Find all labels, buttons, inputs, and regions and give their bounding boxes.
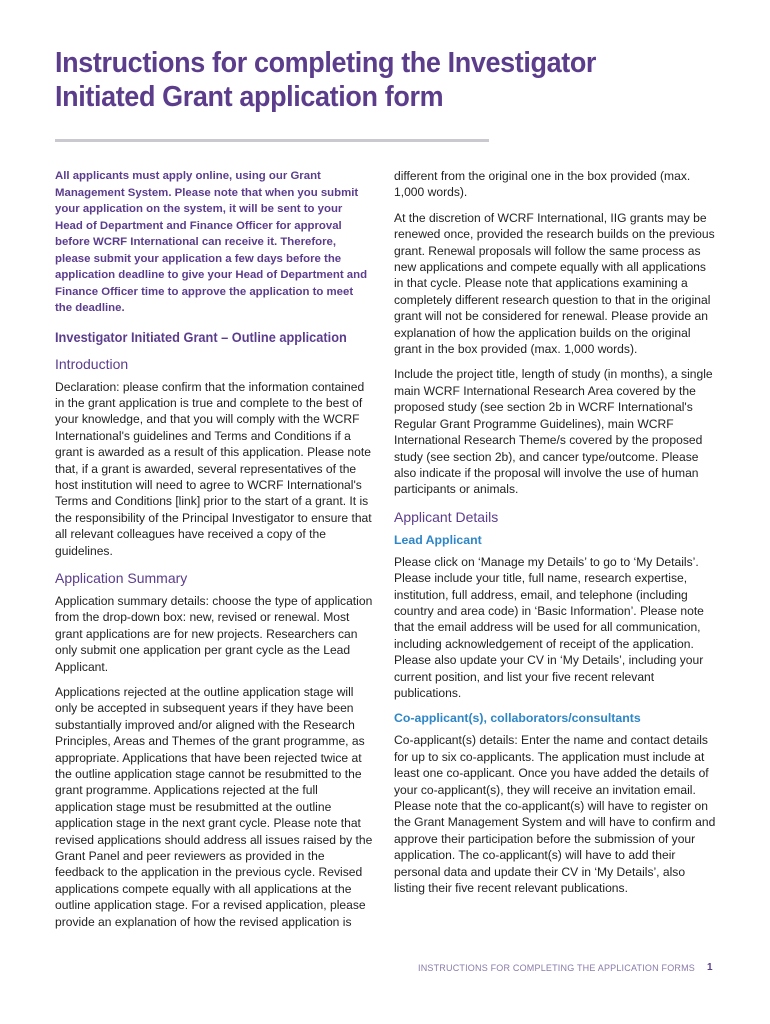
application-summary-paragraph-1: Application summary details: choose the type of application from the drop-down box: new, revised or renewal. Most grant applications are for new projects. Researchers can only submit one application per grant cycle as the Lead Applicant. [55, 593, 373, 674]
intro-paragraph [55, 168, 373, 317]
left-column [55, 168, 373, 939]
co-applicants-heading: Co-applicant(s), collaborators/consultants [394, 711, 641, 726]
introduction-heading: Introduction [55, 355, 129, 372]
application-summary-paragraph-4: Include the project title, length of study (in months), a single main WCRF International Research Area covered by the proposed study (see section 2b in WCRF International's Regular Grant Programme Guidelines), main WCRF International Research Theme/s covered by the proposed study (see section 2b), and cancer type/outcome. Please also indicate if the proposal will involve the use of human participants or animals. [394, 367, 713, 497]
application-summary-heading: Application Summary [55, 569, 188, 586]
application-summary-paragraph-2-continued: different from the original one in the box provided (max. 1,000 words). [394, 169, 691, 200]
right-column [394, 168, 716, 905]
intro-text-2: . Please note that when you submit your application on the system, it will be sent to your Head of Department and Finance Officer for approval before WCRF International can receive it. Therefore, [55, 186, 359, 248]
intro-text-3: to give your Head of Department and Finance Officer time to approve the application to meet the deadline. [55, 269, 368, 314]
application-summary-paragraph-3: At the discretion of WCRF International, IIG grants may be renewed once, provided the research builds on the previous grant. Renewal proposals will follow the same process as new applications and compete equally with all applications in that cycle. Please note that applications examining a completely different research question to that in the original grant will not be considered for renewal. Please provide an explanation of how the application builds on the original grant in the box provided (max. 1,000 words). [394, 210, 715, 357]
outline-application-heading: Investigator Initiated Grant – Outline application [55, 329, 347, 345]
intro-text-1: All applicants must apply online, using our [55, 170, 291, 182]
lead-applicant-heading: Lead Applicant [394, 532, 482, 547]
application-summary-paragraph-2: Applications rejected at the outline application stage will only be accepted in subsequent years if they have been substantially improved and/or aligned with the Research Principles, Areas and Themes of the grant programme, as appropriate. Applications that have been rejected twice at the outline application stage cannot be resubmitted to the grant programme. Applications rejected at the full application stage must be resubmitted at the outline application stage in the next grant cycle. Please note that revised applications should address all issues raised by the Grant Panel and peer reviewers as provided in the feedback to the application in the previous cycle. Revised applications compete equally with all applications at the outline application stage. For a revised application, please provide an explanation of how the revised application is [55, 685, 373, 929]
page-number: 1 [707, 962, 713, 973]
grant-management-system-link[interactable]: Grant Management System [55, 170, 321, 199]
intro-bold-deadline: please submit your application a few days before the application deadline [55, 252, 342, 281]
co-applicants-body: Co-applicant(s) details: Enter the name and contact details for up to six co-applicants. The application must include at least one co-applicant. Once you have added the details of your co-applicant(s), they will receive an invitation email. Please note that the co-applicant(s) will have to register on the Grant Management System and will have to confirm and approve their participation before the submission of your application. The co-applicant(s) will have to add their personal data and update their CV in ‘My Details’, also listing their five recent relevant publications. [394, 733, 716, 896]
title-divider [55, 139, 489, 142]
lead-applicant-body: Please click on ‘Manage my Details’ to go to ‘My Details’. Please include your title, full name, research expertise, institution, full address, email, and telephone (including country and area code) in ‘Basic Information’. Please note that the email address will be used for all communication, including acknowledgement of receipt of the application. Please also update your CV in ‘My Details’, including your current position, and list your five recent relevant publications. [394, 554, 704, 700]
applicant-details-heading: Applicant Details [394, 508, 499, 525]
page-title: Instructions for completing the Investigator Initiated Grant application form [55, 47, 597, 113]
introduction-body: Declaration: please confirm that the information contained in the grant application is true and complete to the best of your knowledge, and that you will comply with the WCRF International's guidelines and Terms and Conditions if a grant is awarded as a result of this application. Please note that, if a grant is awarded, several representatives of the host institution will need to agree to WCRF International's Terms and Conditions [link] prior to the start of a grant. It is the responsibility of the Principal Investigator to ensure that all relevant colleagues have received a copy of the guidelines. [55, 379, 372, 558]
footer-label: INSTRUCTIONS FOR COMPLETING THE APPLICATION FORMS [418, 963, 695, 973]
